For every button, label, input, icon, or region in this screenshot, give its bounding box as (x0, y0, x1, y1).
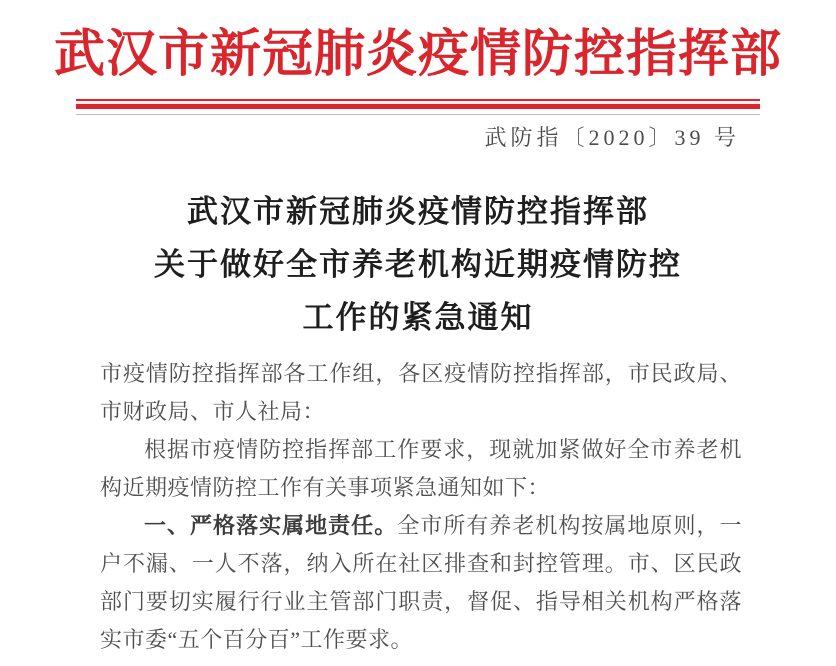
document-title-line-1: 武汉市新冠肺炎疫情防控指挥部 (187, 194, 649, 229)
body-paragraph-1: 根据市疫情防控指挥部工作要求，现就加紧做好全市养老机构近期疫情防控工作有关事项紧急通知如下： (100, 437, 742, 500)
document-number: 武防指〔2020〕39 号 (484, 125, 740, 150)
letterhead-divider (76, 99, 760, 115)
body-paragraph-2-lead: 一、严格落实属地责任。 (144, 513, 398, 538)
document-title-line-3: 工作的紧急通知 (302, 300, 534, 335)
document-title-line-2: 关于做好全市养老机构近期疫情防控 (154, 247, 682, 282)
letterhead (0, 0, 836, 94)
document-title (0, 185, 836, 344)
letterhead-org-name: 武汉市新冠肺炎疫情防控指挥部 (53, 27, 782, 83)
body-paragraph-2 (100, 507, 742, 659)
divider-grey-line (76, 114, 760, 115)
document-body (0, 355, 836, 659)
body-paragraph-2-text: 全市所有养老机构按属地原则，一户不漏、一人不落，纳入所在社区排查和封控管理。市、区民政部门要切实履行行业主管部门职责，督促、指导相关机构严格落实市委“五个百分百”工作要求。 (100, 513, 742, 652)
recipients-line: 市疫情防控指挥部各工作组，各区疫情防控指挥部，市民政局、市财政局、市人社局： (100, 361, 742, 424)
